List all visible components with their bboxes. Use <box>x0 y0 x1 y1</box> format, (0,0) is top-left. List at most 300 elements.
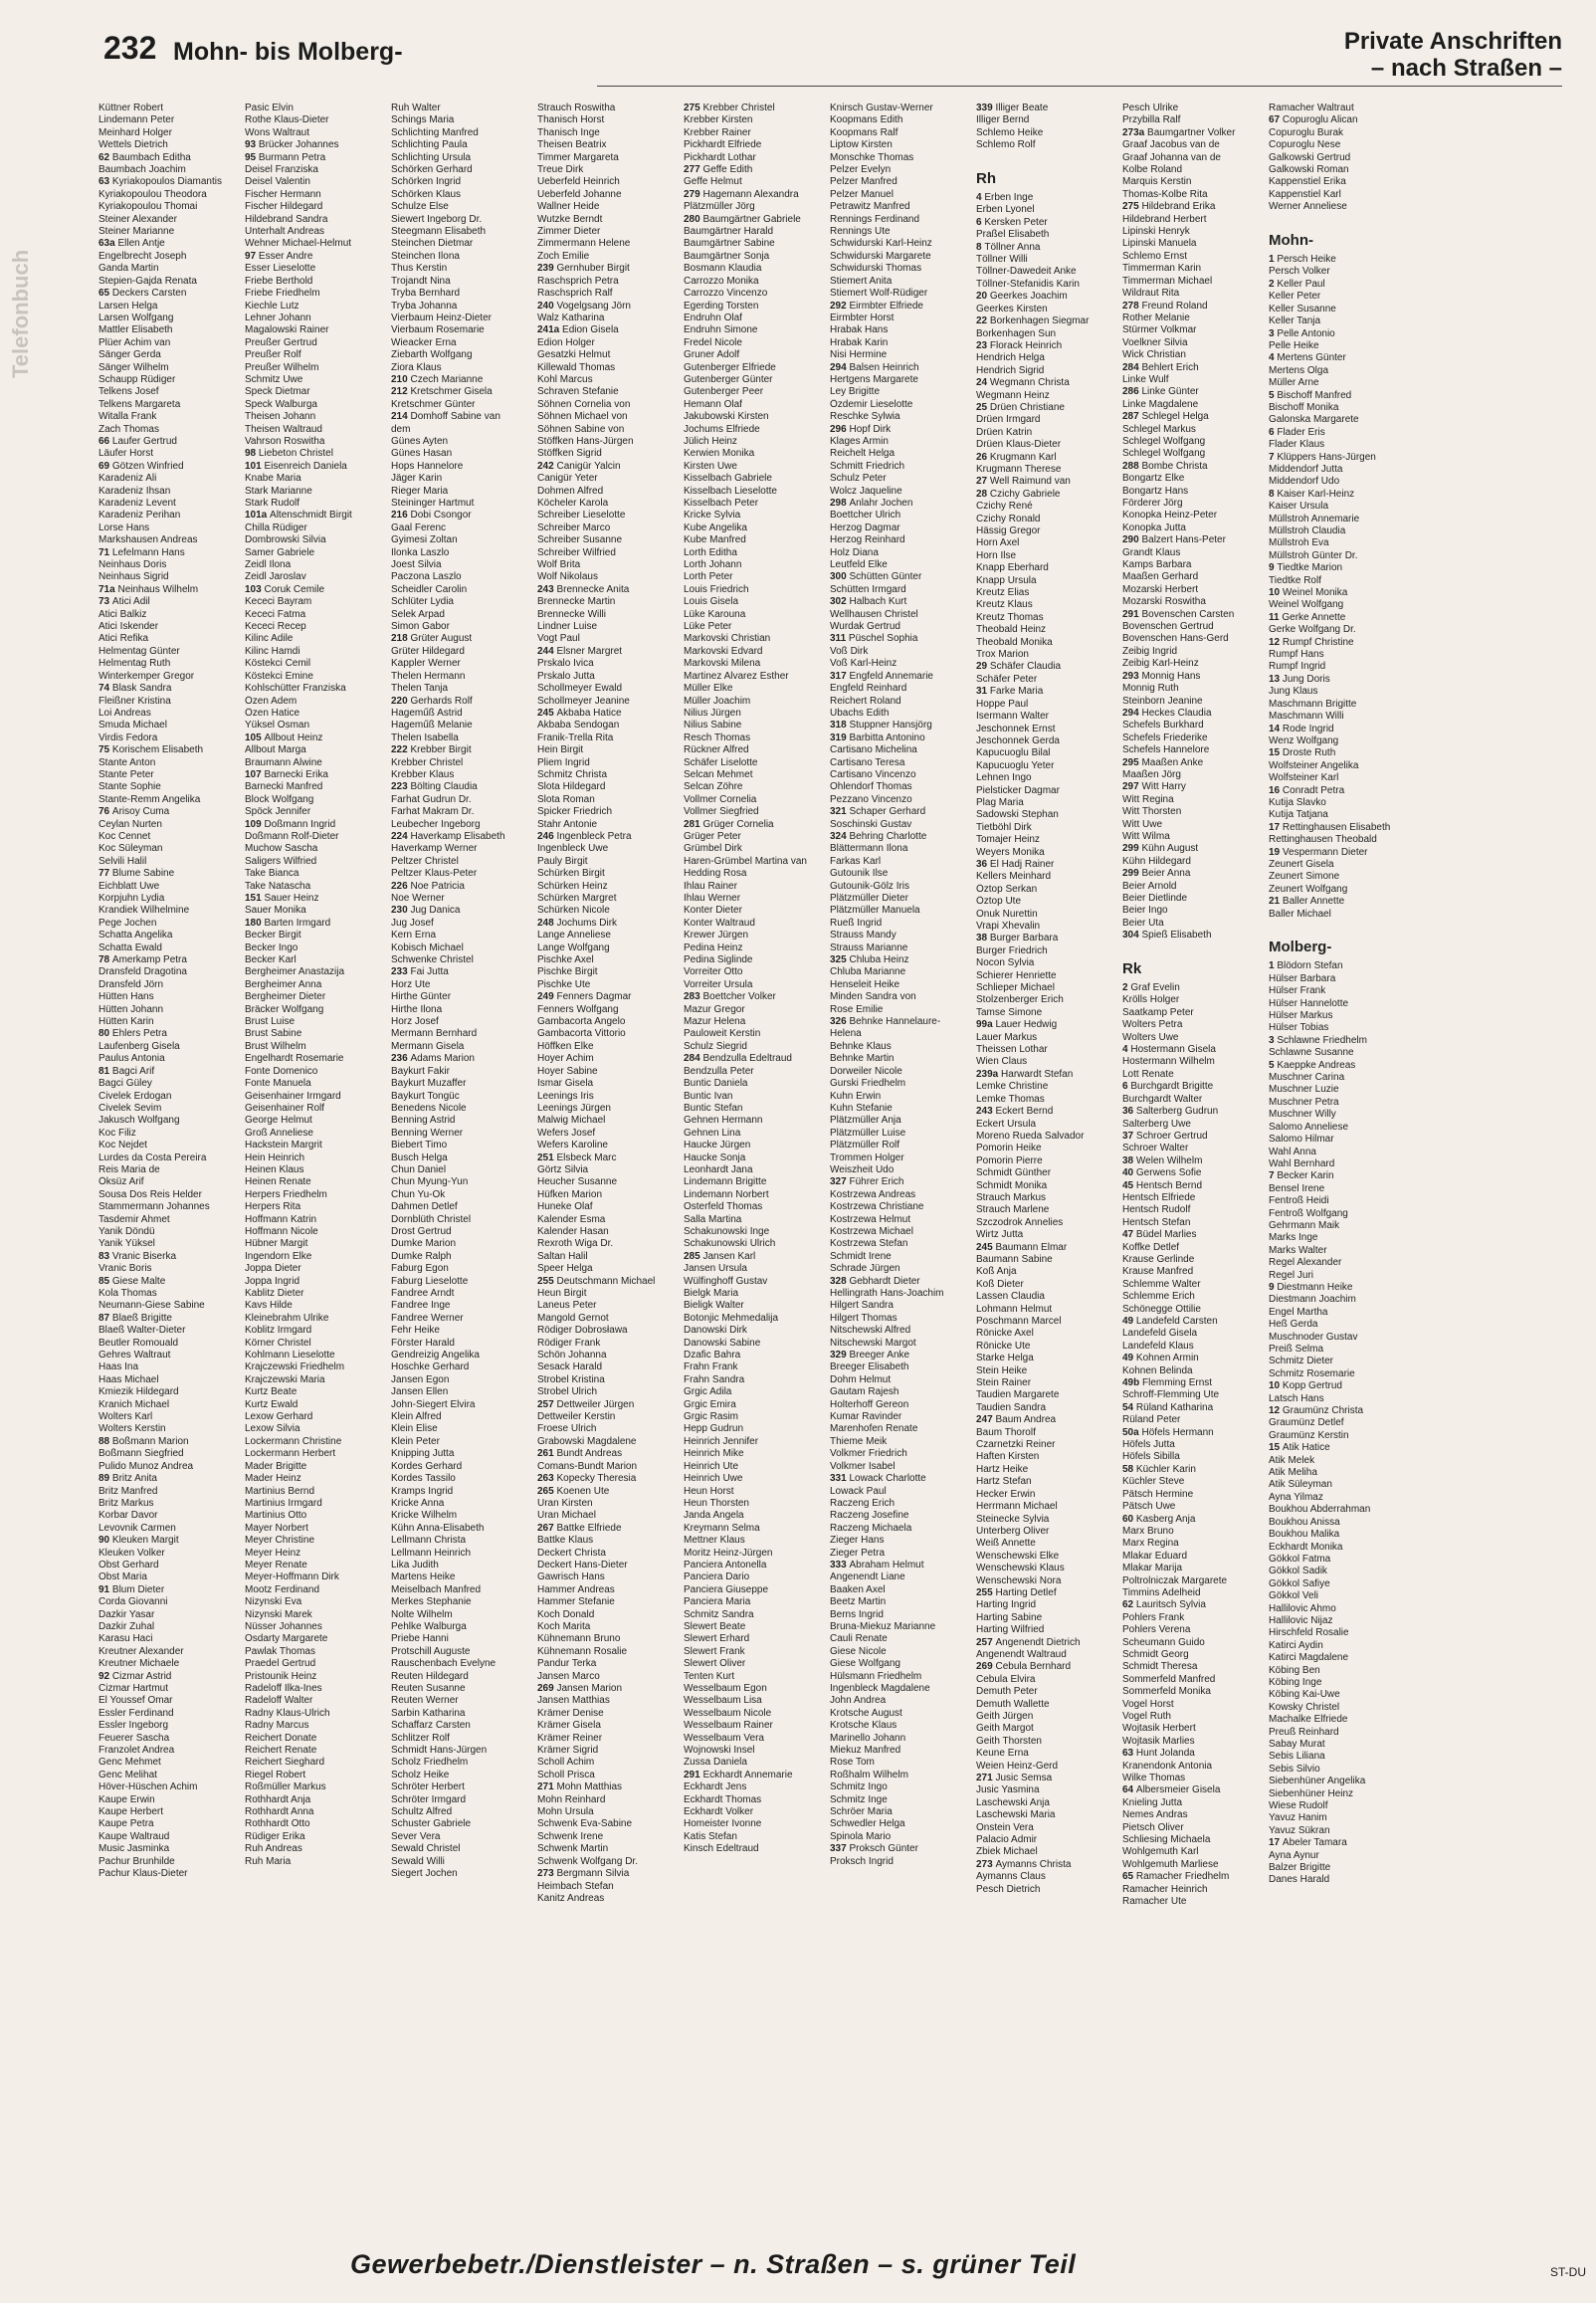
directory-entry <box>976 340 1118 352</box>
house-number: 101 <box>245 460 265 472</box>
directory-entry <box>537 1781 680 1793</box>
directory-entry: Günes Hasan <box>391 448 453 460</box>
directory-entry: Giese Nicole <box>830 1645 887 1657</box>
directory-entry: Kurtz Beate <box>245 1386 298 1398</box>
directory-entry: Heinrich Ute <box>684 1460 739 1472</box>
directory-entry: Battke Klaus <box>537 1535 594 1547</box>
directory-entry: Fonte Manuela <box>245 1078 311 1090</box>
directory-entry: Scholz Friedhelm <box>391 1757 469 1769</box>
directory-entry <box>1269 328 1411 340</box>
directory-entry: Bovenschen Hans-Gerd <box>1122 633 1229 645</box>
directory-entry: Fenners Wolfgang <box>537 1003 619 1015</box>
directory-entry: Lipinski Manuela <box>1122 238 1197 250</box>
house-number: 302 <box>830 596 850 608</box>
house-number: 317 <box>830 670 850 682</box>
house-number: 275 <box>1122 201 1142 213</box>
directory-entry <box>1122 1514 1265 1526</box>
resident-name: Maaßen Anke <box>1141 756 1204 768</box>
house-number: 58 <box>1122 1463 1136 1475</box>
house-number: 243 <box>537 583 557 595</box>
directory-entry: Grgic Emira <box>684 1398 736 1410</box>
directory-entry: Knieling Jutta <box>1122 1796 1183 1808</box>
directory-entry: Raczeng Josefine <box>830 1510 909 1522</box>
directory-entry: Endruhn Olaf <box>684 312 742 323</box>
directory-entry: Kablitz Dieter <box>245 1288 304 1299</box>
directory-entry <box>99 436 241 448</box>
house-number: 92 <box>99 1670 112 1682</box>
directory-entry: Tryba Bernhard <box>391 288 461 300</box>
resident-name: Deckers Carsten <box>111 288 187 300</box>
directory-entry: Engelbrecht Joseph <box>99 250 187 262</box>
directory-entry <box>1122 411 1265 423</box>
house-number: 273 <box>976 1858 996 1870</box>
house-number: 269 <box>537 1683 557 1694</box>
directory-entry: Krämer Gisela <box>537 1720 601 1732</box>
directory-entry: Lipinski Henryk <box>1122 226 1190 238</box>
directory-entry: Drüen Klaus-Dieter <box>976 439 1062 451</box>
directory-entry: Schwidurski Karl-Heinz <box>830 238 932 250</box>
house-number: 69 <box>99 460 112 472</box>
resident-name: Deutschmann Michael <box>556 1275 656 1287</box>
directory-entry: Carrozzo Vincenzo <box>684 288 768 300</box>
directory-entry: Monschke Thomas <box>830 151 914 163</box>
directory-entry: Preußer Rolf <box>245 349 301 361</box>
directory-entry <box>245 893 387 905</box>
directory-entry: Reschke Sylwia <box>830 411 900 423</box>
directory-entry <box>391 744 533 756</box>
directory-entry: Schwedler Helga <box>830 1818 905 1830</box>
house-number: 91 <box>99 1583 112 1595</box>
directory-entry: Nilius Jürgen <box>684 707 741 719</box>
directory-entry: Ubachs Edith <box>830 707 890 719</box>
directory-entry <box>245 733 387 744</box>
directory-entry: Dohmen Alfred <box>537 485 604 497</box>
directory-entry <box>99 1028 241 1040</box>
directory-entry: Baumgärtner Harald <box>684 226 774 238</box>
directory-entry: Wolters Uwe <box>1122 1031 1179 1043</box>
directory-entry: Müllstroh Eva <box>1269 537 1329 549</box>
directory-entry: Osdarty Margarete <box>245 1633 328 1645</box>
directory-entry: Sommerfeld Monika <box>1122 1686 1211 1698</box>
directory-entry: Take Natascha <box>245 880 311 892</box>
directory-entry: Atici Iskender <box>99 621 159 633</box>
directory-entry: Preußer Gertrud <box>245 336 317 348</box>
directory-entry: Schreiber Marco <box>537 522 611 533</box>
directory-entry <box>1122 362 1265 374</box>
directory-entry: Drost Gertrud <box>391 1225 452 1237</box>
directory-entry: Danowski Dirk <box>684 1325 747 1337</box>
directory-entry: Britz Manfred <box>99 1485 158 1497</box>
directory-entry: Friebe Friedhelm <box>245 288 320 300</box>
house-number: 288 <box>1122 460 1142 472</box>
resident-name: Britz Anita <box>111 1473 157 1485</box>
directory-entry: Söhnen Michael von <box>537 411 628 423</box>
house-number: 4 <box>1269 352 1278 364</box>
directory-entry: Blaeß Walter-Dieter <box>99 1325 186 1337</box>
directory-entry: Lemke Christine <box>976 1081 1049 1093</box>
resident-name: Brennecke Anita <box>556 583 630 595</box>
directory-entry: Joppa Dieter <box>245 1263 301 1275</box>
directory-entry: Timmerman Michael <box>1122 275 1213 287</box>
directory-entry: Burger Friedrich <box>976 944 1048 956</box>
house-number: 25 <box>976 401 990 413</box>
directory-entry: Schwenk Wolfgang Dr. <box>537 1855 638 1867</box>
directory-entry: Preuß Reinhard <box>1269 1726 1339 1738</box>
directory-entry: Neinhaus Doris <box>99 559 167 571</box>
house-number: 50a <box>1122 1426 1142 1438</box>
directory-entry <box>976 377 1118 389</box>
directory-entry: Pickhardt Lothar <box>684 151 756 163</box>
directory-entry: Thomas-Kolbe Rita <box>1122 188 1208 200</box>
directory-entry: Dornblüth Christel <box>391 1213 472 1225</box>
directory-entry: Fandree Arndt <box>391 1288 455 1299</box>
directory-entry: Kohl Marcus <box>537 373 593 385</box>
directory-entry: Rose Emilie <box>830 1003 884 1015</box>
directory-entry: Gurski Friedhelm <box>830 1078 906 1090</box>
house-number: 15 <box>1269 747 1283 759</box>
directory-entry: Wellhausen Christel <box>830 608 918 620</box>
resident-name: Bovenschen Carsten <box>1141 608 1235 620</box>
resident-name: Kaiser Karl-Heinz <box>1277 488 1355 500</box>
directory-entry: Hageműß Astrid <box>391 707 463 719</box>
directory-entry <box>1269 785 1411 797</box>
directory-entry: Liptow Kirsten <box>830 139 893 151</box>
directory-entry <box>1122 930 1265 942</box>
directory-entry: Radeloff Walter <box>245 1695 313 1707</box>
directory-entry: Kiechle Lutz <box>245 300 299 312</box>
directory-entry: Rothhardt Anja <box>245 1793 311 1805</box>
directory-entry: Pandur Terka <box>537 1658 597 1670</box>
directory-entry: Krebber Kirsten <box>684 114 753 126</box>
directory-entry: Kube Manfred <box>684 534 746 546</box>
directory-entry: Hülser Barbara <box>1269 972 1336 984</box>
directory-entry: Witt Thorsten <box>1122 806 1182 818</box>
resident-name: Liebeton Christel <box>258 448 333 460</box>
directory-entry: Herpers Rita <box>245 1201 301 1213</box>
house-number: 273a <box>1122 126 1148 138</box>
house-number: 321 <box>830 806 850 818</box>
directory-entry <box>1122 386 1265 398</box>
directory-entry: Wutzke Berndt <box>537 213 603 225</box>
directory-entry: Wülfinghoff Gustav <box>684 1275 768 1287</box>
directory-entry: Söhnen Sabine von <box>537 423 625 435</box>
directory-entry: Meyer-Hoffmann Dirk <box>245 1571 339 1583</box>
directory-entry: John-Siegert Elvira <box>391 1398 476 1410</box>
directory-entry: Salterberg Uwe <box>1122 1118 1191 1130</box>
directory-entry: Vrapi Xhevalin <box>976 921 1041 932</box>
directory-entry: Thus Kerstin <box>391 263 448 275</box>
directory-entry: Özen Adem <box>245 695 298 707</box>
directory-entry: Pesch Dietrich <box>976 1883 1041 1895</box>
house-number: 298 <box>830 498 850 509</box>
directory-entry <box>830 596 972 608</box>
directory-entry <box>684 819 826 831</box>
house-number: 279 <box>684 188 703 200</box>
house-number: 285 <box>684 1250 703 1262</box>
house-number: 65 <box>1122 1871 1136 1883</box>
house-number: 60 <box>1122 1513 1136 1525</box>
directory-entry: Aymanns Claus <box>976 1871 1046 1883</box>
directory-entry: Kilinc Adile <box>245 633 294 645</box>
house-number: 109 <box>245 818 265 830</box>
house-number: 326 <box>830 1016 850 1028</box>
house-number: 261 <box>537 1448 557 1460</box>
directory-entry: Esser Lieselotte <box>245 263 316 275</box>
page-header <box>0 0 1596 109</box>
directory-entry <box>99 152 241 164</box>
street-heading: Rk <box>1122 960 1142 978</box>
directory-entry: Jülich Heinz <box>684 435 737 447</box>
directory-entry <box>976 1587 1118 1599</box>
directory-entry: Baykurt Muzaffer <box>391 1078 467 1090</box>
directory-entry: Kececi Bayram <box>245 596 312 608</box>
directory-entry: Kreutner Alexander <box>99 1645 184 1657</box>
directory-entry: Levovnik Carmen <box>99 1522 176 1534</box>
directory-entry: Krajczewski Maria <box>245 1373 325 1385</box>
directory-entry: Töllner-Stefanidis Karin <box>976 278 1080 290</box>
resident-name: Drüen Christiane <box>989 401 1065 413</box>
directory-entry: Hässig Gregor <box>976 525 1041 536</box>
directory-entry: Hammer Andreas <box>537 1583 615 1595</box>
directory-entry: Konopka Jutta <box>1122 522 1186 533</box>
directory-entry: Kleuken Volker <box>99 1547 165 1559</box>
resident-name: Jansen Marion <box>556 1683 623 1694</box>
directory-entry: Pelzer Manfred <box>830 176 898 188</box>
directory-entry: Mozarski Roswitha <box>1122 596 1206 608</box>
directory-entry: Atici Balkiz <box>99 608 147 620</box>
directory-entry: Benning Astrid <box>391 1115 456 1127</box>
house-number: 294 <box>1122 707 1142 719</box>
directory-entry: Kapucuoglu Bilal <box>976 747 1051 759</box>
resident-name: Droste Ruth <box>1282 747 1336 759</box>
directory-entry: Müller Joachim <box>684 695 751 707</box>
resident-name: Hentsch Bernd <box>1135 1179 1203 1191</box>
directory-entry: Vogel Horst <box>1122 1698 1174 1710</box>
directory-entry: Geith Jürgen <box>976 1711 1034 1722</box>
directory-entry: Theissen Lothar <box>976 1044 1048 1056</box>
directory-entry: Wegmann Heinz <box>976 389 1050 401</box>
house-number: 107 <box>245 768 265 780</box>
resident-name: Krebber Birgit <box>410 744 472 756</box>
directory-entry <box>1122 1229 1265 1241</box>
directory-entry: Sänger Wilhelm <box>99 361 169 373</box>
directory-entry: Koch Marita <box>537 1620 591 1632</box>
directory-entry: Comans-Bundt Marion <box>537 1460 638 1472</box>
directory-entry: Muchow Sascha <box>245 843 318 855</box>
directory-entry: Boettcher Ulrich <box>830 510 901 522</box>
resident-name: Spieß Elisabeth <box>1141 930 1212 942</box>
resident-name: Florack Heinrich <box>989 339 1063 351</box>
directory-entry: Karadeniz Ihsan <box>99 485 171 497</box>
directory-entry: Kostrzewa Stefan <box>830 1238 908 1250</box>
house-number: 287 <box>1122 411 1142 423</box>
resident-name: Bundt Andreas <box>556 1448 623 1460</box>
directory-entry: Wesselbaum Nicole <box>684 1707 772 1719</box>
house-number: 214 <box>391 411 411 423</box>
directory-entry: Öksüz Arif <box>99 1176 144 1188</box>
directory-entry: Schröter Herbert <box>391 1781 465 1793</box>
house-number: 29 <box>976 661 990 673</box>
directory-entry: Bischoff Monika <box>1269 401 1339 413</box>
directory-entry: Kaupe Petra <box>99 1818 154 1830</box>
house-number: 226 <box>391 880 411 892</box>
directory-entry: Timmins Adelheid <box>1122 1586 1201 1598</box>
directory-entry: Canigür Yeter <box>537 473 598 485</box>
directory-entry: Buntic Daniela <box>684 1078 748 1090</box>
directory-entry: Uran Kirsten <box>537 1497 593 1509</box>
directory-entry: Resch Thomas <box>684 732 751 743</box>
directory-entry <box>684 1053 826 1065</box>
directory-entry: Beier Uta <box>1122 917 1164 929</box>
house-number: 2 <box>1269 278 1278 290</box>
directory-entry: Middendorf Jutta <box>1269 463 1343 475</box>
directory-entry <box>1122 127 1265 139</box>
directory-entry: Kühn Hildegard <box>1122 855 1191 867</box>
directory-entry: Meiselbach Manfred <box>391 1583 482 1595</box>
directory-entry: Priebe Hanni <box>391 1633 449 1645</box>
directory-entry <box>830 1016 972 1028</box>
directory-entry: Kyriakopoulou Theodora <box>99 188 207 200</box>
directory-entry <box>830 831 972 843</box>
directory-entry: Demuth Wallette <box>976 1698 1050 1710</box>
directory-entry: Hütten Hans <box>99 991 154 1003</box>
directory-entry: Ingenbleck Uwe <box>537 843 609 855</box>
directory-entry: Doßmann Rolf-Dieter <box>245 830 339 842</box>
footer-code: ST-DU <box>1550 2265 1586 2279</box>
directory-entry: Katis Stefan <box>684 1830 737 1842</box>
directory-entry: Sousa Dos Reis Helder <box>99 1188 202 1200</box>
directory-entry: Pehlke Walburga <box>391 1620 467 1632</box>
directory-entry <box>99 1066 241 1078</box>
directory-entry: Müller Elke <box>684 683 733 695</box>
directory-entry: Schefels Hannelore <box>1122 744 1210 756</box>
directory-entry: Pelzer Evelyn <box>830 164 892 176</box>
directory-entry: Tietböhl Dirk <box>976 821 1032 833</box>
directory-entry: Geith Margot <box>976 1723 1034 1735</box>
resident-name: Allbout Heinz <box>264 732 323 743</box>
resident-name: Cebula Bernhard <box>995 1661 1072 1673</box>
directory-entry: Timmerman Karin <box>1122 263 1202 275</box>
directory-entry: Paczona Laszlo <box>391 571 462 583</box>
directory-entry: Katirci Aydin <box>1269 1639 1323 1651</box>
street-heading: Rh <box>976 170 996 188</box>
house-number: 243 <box>976 1106 996 1118</box>
directory-entry: Martinius Bernd <box>245 1485 315 1497</box>
directory-entry: Schörken Gerhard <box>391 164 473 176</box>
resident-name: Adams Marion <box>410 1053 475 1065</box>
directory-entry: Starke Helga <box>976 1353 1034 1364</box>
resident-name: Arisoy Cuma <box>111 806 170 818</box>
directory-entry <box>684 991 826 1003</box>
directory-entry: Rennings Ute <box>830 226 891 238</box>
directory-entry <box>1269 1380 1411 1392</box>
directory-entry: Farhat Gudrun Dr. <box>391 793 472 805</box>
directory-entry: Kostrzewa Andreas <box>830 1188 916 1200</box>
directory-entry: Speck Dietmar <box>245 386 310 398</box>
directory-entry: Hostermann Wilhelm <box>1122 1056 1215 1068</box>
directory-entry: Osterfeld Thomas <box>684 1201 763 1213</box>
resident-name: Angenendt Dietrich <box>995 1636 1081 1648</box>
resident-name: Elsbeck Marc <box>556 1152 617 1163</box>
house-number: 292 <box>830 300 850 312</box>
directory-entry <box>976 402 1118 414</box>
resident-name: Töllner Anna <box>984 241 1041 253</box>
directory-entry <box>537 1399 680 1411</box>
directory-entry: Schollmeyer Jeanine <box>537 695 630 707</box>
directory-entry: Schürken Birgit <box>537 868 605 880</box>
directory-entry: Kostrzewa Michael <box>830 1225 913 1237</box>
directory-entry: Hentsch Rudolf <box>1122 1204 1191 1216</box>
directory-entry <box>537 1683 680 1695</box>
house-number: 31 <box>976 686 990 698</box>
directory-entry: Hoffmann Nicole <box>245 1225 318 1237</box>
resident-name: Witt Harry <box>1141 781 1186 793</box>
directory-entry: Isermann Walter <box>976 711 1049 723</box>
house-number: 224 <box>391 830 411 842</box>
directory-entry: Schulz Siegrid <box>684 1040 747 1052</box>
resident-name: Jusic Semsa <box>995 1773 1053 1784</box>
directory-entry: Beier Ingo <box>1122 905 1168 917</box>
directory-column <box>1122 103 1265 2229</box>
directory-entry: Vranic Boris <box>99 1263 152 1275</box>
resident-name: Blödorn Stefan <box>1277 960 1343 972</box>
directory-entry <box>391 411 533 423</box>
directory-entry: Zeunert Simone <box>1269 871 1340 883</box>
directory-entry: Hentsch Elfriede <box>1122 1191 1196 1203</box>
header-rule <box>597 86 1562 87</box>
directory-entry: Schraven Stefanie <box>537 386 619 398</box>
house-number: 230 <box>391 905 411 917</box>
directory-entry <box>1269 489 1411 501</box>
directory-entry: Hirschfeld Rosalie <box>1269 1627 1349 1639</box>
resident-name: Götzen Winfried <box>111 460 184 472</box>
resident-name: Engfeld Annemarie <box>849 670 933 682</box>
directory-entry: Panciera Maria <box>684 1596 751 1608</box>
house-number: 89 <box>99 1473 112 1485</box>
directory-entry: Öztop Serkan <box>976 883 1038 895</box>
directory-entry: Kisselbach Lieselotte <box>684 485 777 497</box>
directory-entry: Klein Alfred <box>391 1411 442 1423</box>
directory-entry: Söhnen Cornelia von <box>537 398 631 410</box>
resident-name: Elsner Margret <box>556 645 623 657</box>
directory-entry: Wahl Anna <box>1269 1146 1316 1157</box>
directory-entry: Lorse Hans <box>99 522 150 533</box>
directory-entry: Deisel Valentin <box>245 176 310 188</box>
directory-entry <box>830 1276 972 1288</box>
directory-entry <box>245 251 387 263</box>
resident-name: Keller Paul <box>1277 278 1325 290</box>
directory-entry: Koffke Detlef <box>1122 1241 1180 1253</box>
directory-entry: Dumke Ralph <box>391 1250 452 1262</box>
directory-entry: Grümbel Dirk <box>684 843 742 855</box>
directory-entry: Ueberfeld Heinrich <box>537 176 620 188</box>
directory-entry: Kmiezik Hildegard <box>99 1386 179 1398</box>
directory-entry: Kumar Ravinder <box>830 1411 902 1423</box>
directory-entry: Martinius Irmgard <box>245 1497 322 1509</box>
directory-entry: Schwidurski Margarete <box>830 250 931 262</box>
directory-entry: Neumann-Giese Sabine <box>99 1300 205 1312</box>
directory-entry: Sewald Christel <box>391 1843 461 1855</box>
directory-entry: Mayer Norbert <box>245 1522 308 1534</box>
house-number: 294 <box>830 361 850 373</box>
directory-entry <box>245 461 387 473</box>
directory-entry: Knabe Maria <box>245 473 301 485</box>
directory-entry: Block Wolfgang <box>245 793 314 805</box>
directory-entry: Bovenschen Gertrud <box>1122 621 1214 633</box>
resident-name: Altenschmidt Birgit <box>270 510 352 522</box>
directory-entry: Keller Peter <box>1269 291 1321 303</box>
directory-entry: Wojtasik Herbert <box>1122 1723 1196 1735</box>
